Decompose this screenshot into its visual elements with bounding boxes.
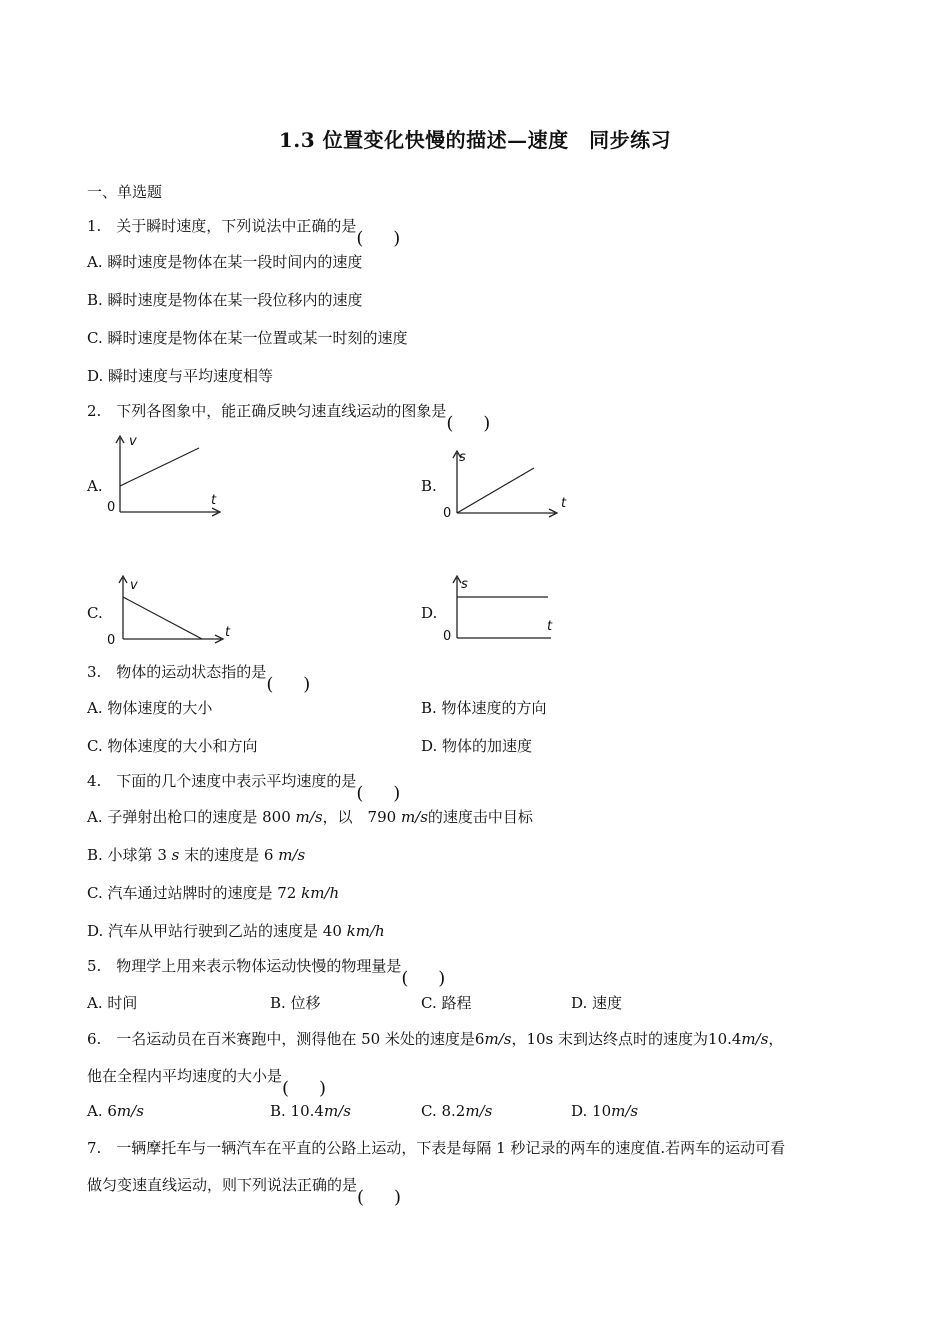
unit: m/s bbox=[741, 1030, 769, 1048]
q4-option-d bbox=[87, 921, 385, 941]
question-4-stem: 4. 下面的几个速度中表示平均速度的是 bbox=[87, 772, 357, 790]
x-axis-label: t bbox=[547, 619, 553, 634]
text: B. 10.4 bbox=[270, 1102, 324, 1120]
question-5 bbox=[87, 956, 445, 976]
q5-option-b: B. 位移 bbox=[270, 994, 321, 1012]
origin-label: 0 bbox=[107, 633, 116, 647]
q2-option-d-label: D. bbox=[421, 604, 438, 622]
question-6-line-2 bbox=[87, 1066, 326, 1086]
question-2 bbox=[87, 401, 490, 421]
origin-label: 0 bbox=[443, 629, 452, 644]
q2-option-a-label: A. bbox=[87, 477, 103, 495]
q4-option-a bbox=[87, 807, 533, 827]
question-7-line-2 bbox=[87, 1175, 401, 1195]
y-axis-label: v bbox=[129, 434, 137, 449]
unit: km/h bbox=[346, 922, 385, 940]
q1-option-a: A. 瞬时速度是物体在某一段时间内的速度 bbox=[87, 253, 363, 271]
question-5-stem: 5. 物理学上用来表示物体运动快慢的物理量是 bbox=[87, 957, 402, 975]
section-heading: 一、单选题 bbox=[87, 183, 163, 201]
graph-c-vt-falling bbox=[103, 572, 238, 647]
text: D. 10 bbox=[571, 1102, 612, 1120]
q6-option-c bbox=[421, 1101, 492, 1121]
graph-a-vt-rising bbox=[103, 432, 228, 522]
y-axis-label: s bbox=[459, 450, 466, 465]
q3-option-a: A. 物体速度的大小 bbox=[87, 699, 213, 717]
unit: m/s bbox=[278, 846, 306, 864]
unit: m/s bbox=[465, 1102, 493, 1120]
text: ，10s 末到达终点时的速度为10.4 bbox=[511, 1030, 742, 1048]
text: 6. 一名运动员在百米赛跑中，测得他在 50 米处的速度是6 bbox=[87, 1030, 485, 1048]
question-3 bbox=[87, 662, 310, 682]
q1-option-c: C. 瞬时速度是物体在某一位置或某一时刻的速度 bbox=[87, 329, 408, 347]
q2-option-c-label: C. bbox=[87, 604, 103, 622]
q3-option-c: C. 物体速度的大小和方向 bbox=[87, 737, 258, 755]
y-axis-label: s bbox=[461, 577, 468, 592]
question-4 bbox=[87, 771, 400, 791]
text: A. 子弹射出枪口的速度是 800 bbox=[87, 808, 296, 826]
q1-option-b: B. 瞬时速度是物体在某一段位移内的速度 bbox=[87, 291, 363, 309]
unit: s bbox=[171, 846, 180, 864]
unit: m/s bbox=[295, 808, 323, 826]
text: 他在全程内平均速度的大小是 bbox=[87, 1067, 283, 1085]
question-2-stem: 2. 下列各图象中，能正确反映匀速直线运动的图象是 bbox=[87, 402, 447, 420]
text: C. 8.2 bbox=[421, 1102, 466, 1120]
text: A. 6 bbox=[87, 1102, 117, 1120]
unit: m/s bbox=[611, 1102, 639, 1120]
q5-option-a: A. 时间 bbox=[87, 994, 138, 1012]
question-1 bbox=[87, 216, 400, 236]
question-1-stem: 1. 关于瞬时速度，下列说法中正确的是 bbox=[87, 217, 357, 235]
text: ， bbox=[768, 1030, 784, 1048]
y-axis-label: v bbox=[130, 578, 138, 593]
text: C. 汽车通过站牌时的速度是 72 bbox=[87, 884, 302, 902]
q6-option-a bbox=[87, 1101, 144, 1121]
graph-b-st-rising bbox=[437, 447, 572, 527]
question-7-line-1: 7. 一辆摩托车与一辆汽车在平直的公路上运动，下表是每隔 1 秒记录的两车的速度值.若两车的运动可看 bbox=[87, 1139, 786, 1157]
text: ，以 790 bbox=[322, 808, 401, 826]
q3-option-d: D. 物体的加速度 bbox=[421, 737, 533, 755]
question-3-stem: 3. 物体的运动状态指的是 bbox=[87, 663, 267, 681]
origin-label: 0 bbox=[443, 506, 452, 521]
q3-option-b: B. 物体速度的方向 bbox=[421, 699, 547, 717]
x-axis-label: t bbox=[561, 496, 567, 511]
q2-option-b-label: B. bbox=[421, 477, 437, 495]
unit: km/h bbox=[301, 884, 340, 902]
q6-option-b bbox=[270, 1101, 351, 1121]
unit: m/s bbox=[323, 1102, 351, 1120]
unit: m/s bbox=[484, 1030, 512, 1048]
q6-option-d bbox=[571, 1101, 638, 1121]
x-axis-label: t bbox=[211, 493, 217, 508]
question-6-line-1 bbox=[87, 1029, 783, 1049]
text: B. 小球第 3 bbox=[87, 846, 172, 864]
q4-option-c bbox=[87, 883, 339, 903]
unit: m/s bbox=[116, 1102, 144, 1120]
q1-option-d: D. 瞬时速度与平均速度相等 bbox=[87, 367, 274, 385]
q5-option-d: D. 速度 bbox=[571, 994, 623, 1012]
x-axis-label: t bbox=[225, 625, 231, 640]
q5-option-c: C. 路程 bbox=[421, 994, 472, 1012]
page-title: 1.3 位置变化快慢的描述—速度 同步练习 bbox=[278, 128, 672, 152]
q4-option-b bbox=[87, 845, 305, 865]
unit: m/s bbox=[400, 808, 428, 826]
text: 末的速度是 6 bbox=[179, 846, 279, 864]
text: 做匀变速直线运动，则下列说法正确的是 bbox=[87, 1176, 358, 1194]
graph-d-st-constant bbox=[437, 572, 567, 644]
origin-label: 0 bbox=[107, 500, 116, 515]
text: 的速度击中目标 bbox=[427, 808, 533, 826]
text: D. 汽车从甲站行驶到乙站的速度是 40 bbox=[87, 922, 347, 940]
